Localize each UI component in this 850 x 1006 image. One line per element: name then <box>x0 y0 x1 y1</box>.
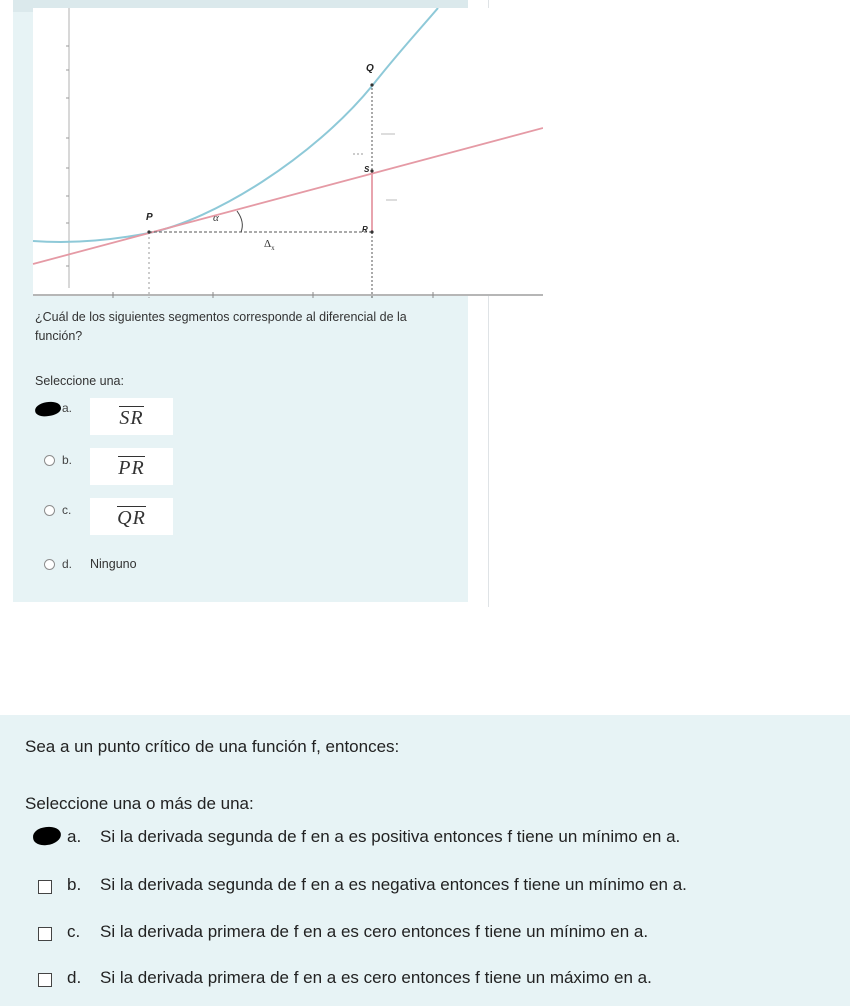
point-r <box>370 230 373 233</box>
radio-button[interactable] <box>44 559 55 570</box>
option-text: Ninguno <box>90 557 137 571</box>
checkbox[interactable] <box>38 927 52 941</box>
question-2-option-d[interactable] <box>0 968 850 998</box>
derivative-diagram <box>13 8 543 304</box>
question-1-select-label: Seleccione una: <box>35 374 124 388</box>
option-text: Si la derivada segunda de f en a es positiva entonces f tiene un mínimo en a. <box>100 827 681 846</box>
point-s <box>370 169 373 172</box>
option-letter: c. <box>67 922 81 941</box>
label-s: S <box>364 165 370 174</box>
delta-subscript: x <box>271 244 275 253</box>
option-text: Si la derivada segunda de f en a es negativa entonces f tiene un mínimo en a. <box>100 875 687 894</box>
checked-checkbox-mark[interactable] <box>32 826 62 847</box>
question-2-option-a[interactable] <box>0 827 850 857</box>
option-text: Si la derivada primera de f en a es cero entonces f tiene un mínimo en a. <box>100 922 649 941</box>
question-2-option-c[interactable] <box>0 922 850 952</box>
label-r: R <box>362 225 368 234</box>
option-math-box <box>90 398 173 435</box>
label-alpha: α <box>213 212 219 224</box>
label-delta-x <box>264 238 275 252</box>
question-1-option-c[interactable] <box>0 498 180 538</box>
question-2-option-b[interactable] <box>0 875 850 905</box>
point-q <box>370 83 373 86</box>
label-q: Q <box>366 63 374 74</box>
question-1-option-a[interactable] <box>0 398 180 438</box>
question-1-option-b[interactable] <box>0 448 180 488</box>
question-1-option-d[interactable] <box>0 556 180 596</box>
question-2-select-label: Seleccione una o más de una: <box>25 794 254 813</box>
selected-radio-mark[interactable] <box>34 400 62 418</box>
question-2-card <box>0 715 850 1006</box>
option-letter: a. <box>62 401 73 415</box>
option-letter: d. <box>67 968 82 987</box>
option-math: QR <box>117 506 146 529</box>
option-letter: a. <box>67 827 82 846</box>
tangent-line <box>33 128 543 264</box>
delta-symbol: Δ <box>264 238 272 250</box>
function-curve <box>33 8 438 242</box>
option-text: Si la derivada primera de f en a es cero entonces f tiene un máximo en a. <box>100 968 652 987</box>
angle-arc <box>237 211 242 232</box>
option-math: SR <box>119 406 144 429</box>
label-p: P <box>146 212 153 223</box>
question-1-text: ¿Cuál de los siguientes segmentos corresponde al diferencial de la función? <box>35 310 407 343</box>
checkbox[interactable] <box>38 880 52 894</box>
diagram-svg <box>13 8 543 304</box>
option-letter: c. <box>62 503 72 517</box>
option-letter: b. <box>62 453 73 467</box>
option-math-box <box>90 448 173 485</box>
option-letter: d. <box>62 557 73 571</box>
option-math: PR <box>118 456 145 479</box>
checkbox[interactable] <box>38 973 52 987</box>
question-2-text: Sea a un punto crítico de una función f, entonces: <box>25 737 400 756</box>
point-p <box>147 230 150 233</box>
option-letter: b. <box>67 875 82 894</box>
radio-button[interactable] <box>44 505 55 516</box>
radio-button[interactable] <box>44 455 55 466</box>
option-math-box <box>90 498 173 535</box>
